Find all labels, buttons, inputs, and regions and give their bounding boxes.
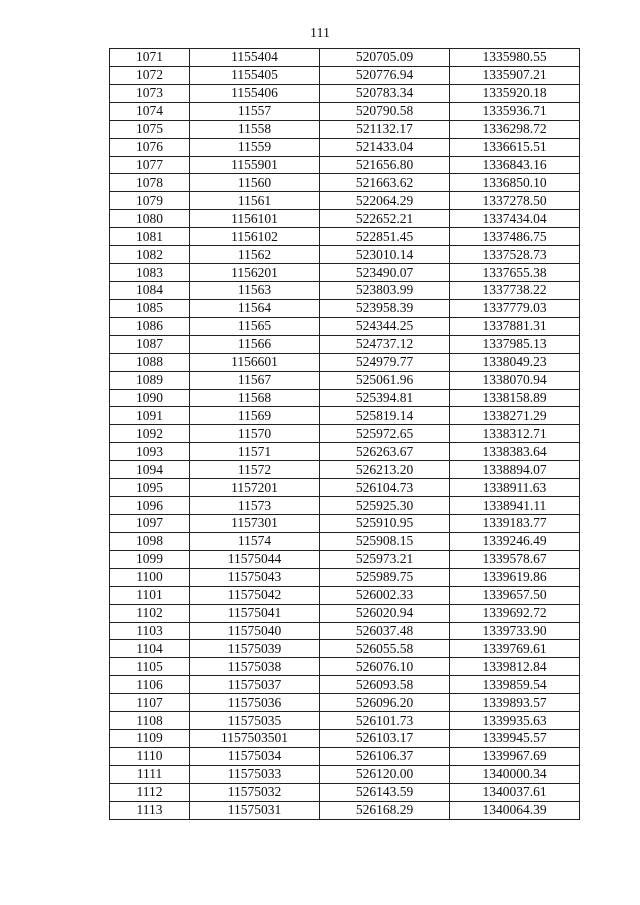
point-id-cell: 11575038 [190, 658, 320, 676]
x-coordinate-cell: 523010.14 [320, 246, 450, 264]
y-coordinate-cell: 1339733.90 [450, 622, 580, 640]
y-coordinate-cell: 1338383.64 [450, 443, 580, 461]
point-id-cell: 1156601 [190, 353, 320, 371]
row-index-cell: 1109 [110, 730, 190, 748]
row-index-cell: 1078 [110, 174, 190, 192]
row-index-cell: 1096 [110, 497, 190, 515]
row-index-cell: 1097 [110, 514, 190, 532]
y-coordinate-cell: 1337528.73 [450, 246, 580, 264]
y-coordinate-cell: 1337738.22 [450, 281, 580, 299]
row-index-cell: 1107 [110, 694, 190, 712]
y-coordinate-cell: 1335980.55 [450, 49, 580, 67]
table-row [110, 407, 580, 425]
point-id-cell: 11557 [190, 102, 320, 120]
row-index-cell: 1108 [110, 712, 190, 730]
y-coordinate-cell: 1339246.49 [450, 532, 580, 550]
row-index-cell: 1095 [110, 479, 190, 497]
row-index-cell: 1103 [110, 622, 190, 640]
y-coordinate-cell: 1340064.39 [450, 801, 580, 819]
x-coordinate-cell: 525972.65 [320, 425, 450, 443]
point-id-cell: 11575039 [190, 640, 320, 658]
table-row [110, 353, 580, 371]
x-coordinate-cell: 523803.99 [320, 281, 450, 299]
x-coordinate-cell: 520776.94 [320, 66, 450, 84]
point-id-cell: 11575043 [190, 568, 320, 586]
table-row [110, 281, 580, 299]
point-id-cell: 11570 [190, 425, 320, 443]
point-id-cell: 11575036 [190, 694, 320, 712]
table-row [110, 102, 580, 120]
y-coordinate-cell: 1337881.31 [450, 317, 580, 335]
x-coordinate-cell: 521132.17 [320, 120, 450, 138]
y-coordinate-cell: 1339812.84 [450, 658, 580, 676]
x-coordinate-cell: 525989.75 [320, 568, 450, 586]
coordinates-table [109, 48, 580, 820]
row-index-cell: 1072 [110, 66, 190, 84]
row-index-cell: 1113 [110, 801, 190, 819]
point-id-cell: 11575041 [190, 604, 320, 622]
x-coordinate-cell: 522652.21 [320, 210, 450, 228]
point-id-cell: 1156201 [190, 264, 320, 282]
y-coordinate-cell: 1336843.16 [450, 156, 580, 174]
x-coordinate-cell: 524737.12 [320, 335, 450, 353]
y-coordinate-cell: 1335920.18 [450, 84, 580, 102]
point-id-cell: 11562 [190, 246, 320, 264]
y-coordinate-cell: 1336615.51 [450, 138, 580, 156]
table-row [110, 156, 580, 174]
y-coordinate-cell: 1337486.75 [450, 228, 580, 246]
y-coordinate-cell: 1339967.69 [450, 747, 580, 765]
table-row [110, 801, 580, 819]
table-row [110, 765, 580, 783]
y-coordinate-cell: 1337434.04 [450, 210, 580, 228]
row-index-cell: 1092 [110, 425, 190, 443]
point-id-cell: 1157301 [190, 514, 320, 532]
table-row [110, 228, 580, 246]
y-coordinate-cell: 1339578.67 [450, 550, 580, 568]
x-coordinate-cell: 525910.95 [320, 514, 450, 532]
row-index-cell: 1080 [110, 210, 190, 228]
row-index-cell: 1094 [110, 461, 190, 479]
page-number: 111 [310, 26, 330, 41]
y-coordinate-cell: 1336850.10 [450, 174, 580, 192]
y-coordinate-cell: 1338049.23 [450, 353, 580, 371]
point-id-cell: 11564 [190, 299, 320, 317]
row-index-cell: 1098 [110, 532, 190, 550]
x-coordinate-cell: 525819.14 [320, 407, 450, 425]
x-coordinate-cell: 525973.21 [320, 550, 450, 568]
table-row [110, 550, 580, 568]
point-id-cell: 11575032 [190, 783, 320, 801]
row-index-cell: 1083 [110, 264, 190, 282]
point-id-cell: 11560 [190, 174, 320, 192]
y-coordinate-cell: 1339769.61 [450, 640, 580, 658]
table-row [110, 747, 580, 765]
row-index-cell: 1077 [110, 156, 190, 174]
point-id-cell: 11575033 [190, 765, 320, 783]
table-row [110, 568, 580, 586]
row-index-cell: 1086 [110, 317, 190, 335]
table-row [110, 622, 580, 640]
table-row [110, 514, 580, 532]
y-coordinate-cell: 1340037.61 [450, 783, 580, 801]
point-id-cell: 11561 [190, 192, 320, 210]
table-row [110, 210, 580, 228]
row-index-cell: 1101 [110, 586, 190, 604]
row-index-cell: 1100 [110, 568, 190, 586]
x-coordinate-cell: 526020.94 [320, 604, 450, 622]
row-index-cell: 1102 [110, 604, 190, 622]
point-id-cell: 11569 [190, 407, 320, 425]
point-id-cell: 11568 [190, 389, 320, 407]
x-coordinate-cell: 526106.37 [320, 747, 450, 765]
point-id-cell: 11573 [190, 497, 320, 515]
table-row [110, 497, 580, 515]
x-coordinate-cell: 526055.58 [320, 640, 450, 658]
table-row [110, 658, 580, 676]
y-coordinate-cell: 1339183.77 [450, 514, 580, 532]
point-id-cell: 11567 [190, 371, 320, 389]
table-row [110, 371, 580, 389]
table-row [110, 138, 580, 156]
table-row [110, 443, 580, 461]
y-coordinate-cell: 1335907.21 [450, 66, 580, 84]
y-coordinate-cell: 1339893.57 [450, 694, 580, 712]
point-id-cell: 11574 [190, 532, 320, 550]
y-coordinate-cell: 1339935.63 [450, 712, 580, 730]
row-index-cell: 1073 [110, 84, 190, 102]
table-row [110, 461, 580, 479]
row-index-cell: 1087 [110, 335, 190, 353]
x-coordinate-cell: 522064.29 [320, 192, 450, 210]
y-coordinate-cell: 1337278.50 [450, 192, 580, 210]
x-coordinate-cell: 526120.00 [320, 765, 450, 783]
point-id-cell: 11575040 [190, 622, 320, 640]
point-id-cell: 11566 [190, 335, 320, 353]
y-coordinate-cell: 1338158.89 [450, 389, 580, 407]
x-coordinate-cell: 526076.10 [320, 658, 450, 676]
x-coordinate-cell: 526037.48 [320, 622, 450, 640]
point-id-cell: 1155404 [190, 49, 320, 67]
row-index-cell: 1112 [110, 783, 190, 801]
table-row [110, 694, 580, 712]
x-coordinate-cell: 523490.07 [320, 264, 450, 282]
x-coordinate-cell: 525908.15 [320, 532, 450, 550]
y-coordinate-cell: 1338894.07 [450, 461, 580, 479]
x-coordinate-cell: 522851.45 [320, 228, 450, 246]
row-index-cell: 1105 [110, 658, 190, 676]
point-id-cell: 11558 [190, 120, 320, 138]
y-coordinate-cell: 1339945.57 [450, 730, 580, 748]
x-coordinate-cell: 521656.80 [320, 156, 450, 174]
row-index-cell: 1085 [110, 299, 190, 317]
point-id-cell: 11575042 [190, 586, 320, 604]
row-index-cell: 1089 [110, 371, 190, 389]
table-row [110, 49, 580, 67]
y-coordinate-cell: 1337655.38 [450, 264, 580, 282]
x-coordinate-cell: 526104.73 [320, 479, 450, 497]
y-coordinate-cell: 1339657.50 [450, 586, 580, 604]
y-coordinate-cell: 1338941.11 [450, 497, 580, 515]
table-row [110, 425, 580, 443]
row-index-cell: 1084 [110, 281, 190, 299]
point-id-cell: 11575035 [190, 712, 320, 730]
table-row [110, 783, 580, 801]
y-coordinate-cell: 1339619.86 [450, 568, 580, 586]
row-index-cell: 1082 [110, 246, 190, 264]
x-coordinate-cell: 524344.25 [320, 317, 450, 335]
table-row [110, 317, 580, 335]
point-id-cell: 11559 [190, 138, 320, 156]
x-coordinate-cell: 524979.77 [320, 353, 450, 371]
y-coordinate-cell: 1336298.72 [450, 120, 580, 138]
point-id-cell: 1155901 [190, 156, 320, 174]
table-row [110, 246, 580, 264]
row-index-cell: 1110 [110, 747, 190, 765]
table-row [110, 640, 580, 658]
row-index-cell: 1111 [110, 765, 190, 783]
point-id-cell: 11575037 [190, 676, 320, 694]
x-coordinate-cell: 525061.96 [320, 371, 450, 389]
table-row [110, 174, 580, 192]
x-coordinate-cell: 525925.30 [320, 497, 450, 515]
point-id-cell: 1156102 [190, 228, 320, 246]
point-id-cell: 1157201 [190, 479, 320, 497]
y-coordinate-cell: 1338312.71 [450, 425, 580, 443]
row-index-cell: 1104 [110, 640, 190, 658]
y-coordinate-cell: 1335936.71 [450, 102, 580, 120]
x-coordinate-cell: 526213.20 [320, 461, 450, 479]
x-coordinate-cell: 521663.62 [320, 174, 450, 192]
point-id-cell: 11563 [190, 281, 320, 299]
point-id-cell: 1155406 [190, 84, 320, 102]
row-index-cell: 1093 [110, 443, 190, 461]
x-coordinate-cell: 521433.04 [320, 138, 450, 156]
x-coordinate-cell: 525394.81 [320, 389, 450, 407]
table-row [110, 586, 580, 604]
x-coordinate-cell: 526093.58 [320, 676, 450, 694]
table-row [110, 712, 580, 730]
table-row [110, 84, 580, 102]
table-row [110, 389, 580, 407]
y-coordinate-cell: 1338271.29 [450, 407, 580, 425]
y-coordinate-cell: 1339692.72 [450, 604, 580, 622]
table-row [110, 335, 580, 353]
row-index-cell: 1081 [110, 228, 190, 246]
row-index-cell: 1076 [110, 138, 190, 156]
table-row [110, 479, 580, 497]
table-row [110, 299, 580, 317]
table-row [110, 66, 580, 84]
point-id-cell: 11572 [190, 461, 320, 479]
point-id-cell: 11565 [190, 317, 320, 335]
y-coordinate-cell: 1338070.94 [450, 371, 580, 389]
table-row [110, 192, 580, 210]
x-coordinate-cell: 526263.67 [320, 443, 450, 461]
x-coordinate-cell: 520790.58 [320, 102, 450, 120]
row-index-cell: 1079 [110, 192, 190, 210]
y-coordinate-cell: 1338911.63 [450, 479, 580, 497]
point-id-cell: 11575044 [190, 550, 320, 568]
row-index-cell: 1099 [110, 550, 190, 568]
x-coordinate-cell: 520783.34 [320, 84, 450, 102]
row-index-cell: 1090 [110, 389, 190, 407]
row-index-cell: 1075 [110, 120, 190, 138]
table-body [110, 49, 580, 820]
x-coordinate-cell: 526101.73 [320, 712, 450, 730]
point-id-cell: 1156101 [190, 210, 320, 228]
table-row [110, 532, 580, 550]
point-id-cell: 11575031 [190, 801, 320, 819]
y-coordinate-cell: 1340000.34 [450, 765, 580, 783]
x-coordinate-cell: 520705.09 [320, 49, 450, 67]
row-index-cell: 1071 [110, 49, 190, 67]
x-coordinate-cell: 526103.17 [320, 730, 450, 748]
table-row [110, 264, 580, 282]
point-id-cell: 11571 [190, 443, 320, 461]
y-coordinate-cell: 1337779.03 [450, 299, 580, 317]
x-coordinate-cell: 526143.59 [320, 783, 450, 801]
table-row [110, 604, 580, 622]
row-index-cell: 1091 [110, 407, 190, 425]
row-index-cell: 1074 [110, 102, 190, 120]
point-id-cell: 1155405 [190, 66, 320, 84]
row-index-cell: 1088 [110, 353, 190, 371]
y-coordinate-cell: 1337985.13 [450, 335, 580, 353]
x-coordinate-cell: 523958.39 [320, 299, 450, 317]
x-coordinate-cell: 526096.20 [320, 694, 450, 712]
y-coordinate-cell: 1339859.54 [450, 676, 580, 694]
point-id-cell: 1157503501 [190, 730, 320, 748]
table-row [110, 730, 580, 748]
x-coordinate-cell: 526168.29 [320, 801, 450, 819]
row-index-cell: 1106 [110, 676, 190, 694]
table-row [110, 676, 580, 694]
table-row [110, 120, 580, 138]
x-coordinate-cell: 526002.33 [320, 586, 450, 604]
point-id-cell: 11575034 [190, 747, 320, 765]
